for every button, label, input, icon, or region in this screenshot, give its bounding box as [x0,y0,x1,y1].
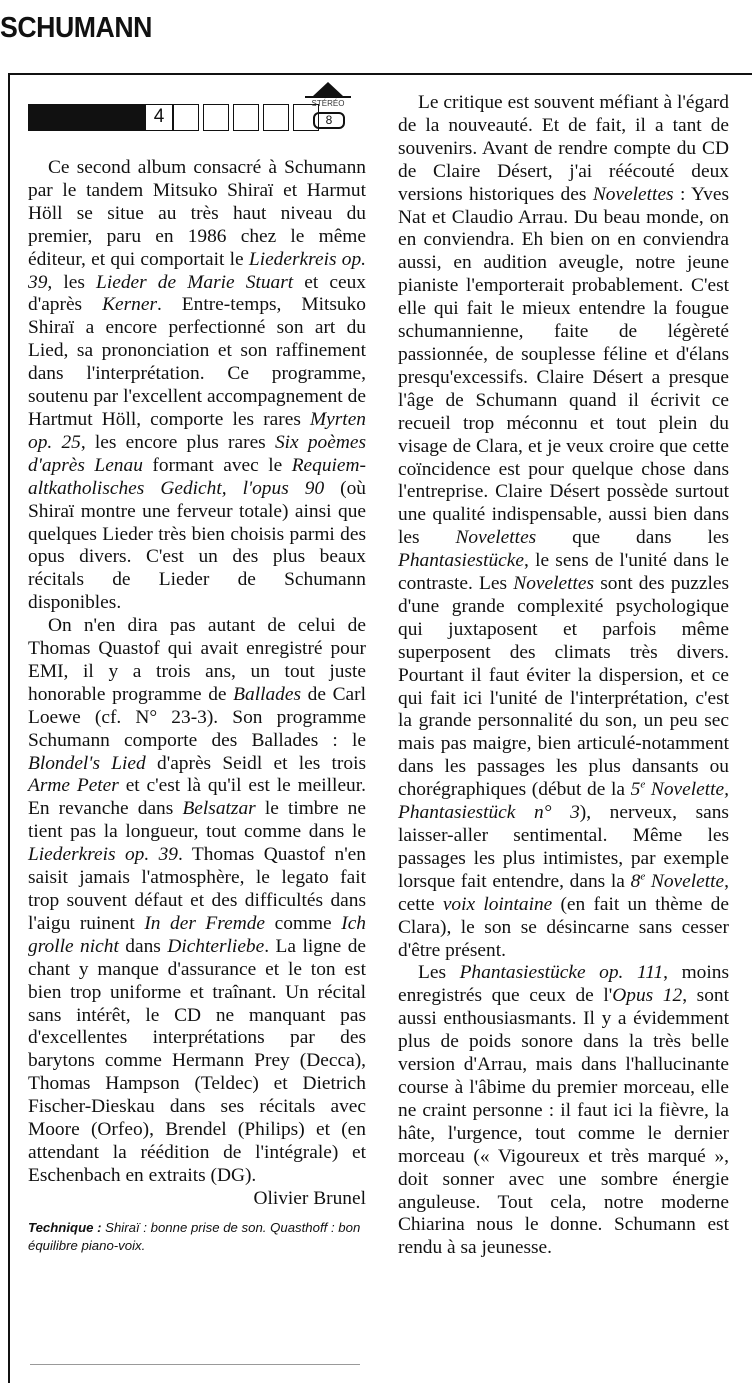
frame-left-rule [8,73,10,1383]
rating-empty-cell [263,104,289,131]
paragraph: Ce second album consacré à Schumann par le tandem Mitsuko Shiraï et Harmut Höll se situe au très haut niveau du premier, paru en 1986 chez le même éditeur, et qui comportait le Liederkreis op. 39, les Lieder de Marie Stuart et ceux d'après Kerner. Entre-temps, Mitsuko Shiraï a encore perfectionné son art du Lied, sa prononciation et son raffinement dans l'interprétation. Ce programme, soutenu par l'excellent accompagnement de Hartmut Höll, comporte les rares Myrten op. 25, les encore plus rares Six poèmes d'après Lenau formant avec le Requiem-altkatholisches Gedicht, l'opus 90 (où Shiraï montre une ferveur totale) ainsi que quelques Lieder très bien choisis parmi des opus divers. C'est un des plus beaux récitals de Lieder de Schumann disponibles. [28,157,367,614]
paragraph: Le critique est souvent méfiant à l'égard de la nouveauté. Et de fait, il a tant de souvenirs. Avant de rendre compte du CD de Claire Désert, j'ai réécouté deux versions historiques des Novelettes : Yves Nat et Claudio Arrau. Du beau monde, on en conviendra. Eh bien on en conviendra aussi, en audition aveugle, notre jeune pianiste l'emporterait probablement. C'est elle qui fait le mieux entendre la fougue schumannienne, faite de légèreté passionnée, de souplesse féline et d'élans presqu'excessifs. Claire Désert a presque l'âge de Schumann quand il écrivit ce recueil trop méconnu et tout plein du visage de Clara, et je veux croire que cette coïncidence est pour quelque chose dans l'entreprise. Claire Désert possède surtout une qualité indispensable, aussi bien dans les Novelettes que dans les Phantasiestücke, le sens de l'unité dans le contraste. Les Novelettes sont des puzzles d'une grande complexité psychologique qui juxtaposent et parfois même superposent des climats très divers. Pourtant il faut éviter la dispersion, et ce qui fait ici l'unité de l'interprétation, c'est la grande personnalité du son, un peu sec mais pas maigre, bien articulé-notamment dans les passages les plus dansants ou chorégraphiques (début de la 5e Novelette, Phantasiestück n° 3), nerveux, sans laisser-aller sentimental. Même les passages les plus intimistes, par exemple lorsque fait entendre, dans la 8e Novelette, cette voix lointaine (en fait un thème de Clara), le son se désincarne sans cesser d'être présent. [398,92,730,961]
author-signature: Olivier Brunel [253,1187,366,1209]
technique-note: Technique : Shiraï : bonne prise de son. Quasthoff : bon équilibre piano-voix. [28,1219,361,1253]
bottom-rule [30,1364,360,1365]
stereo-label: STÉRÉO [311,99,345,108]
rating-empty-cell [233,104,259,131]
page-heading: SCHUMANN [0,12,152,44]
paragraph: Les Phantasiestücke op. 111, moins enregistrés que ceux de l'Opus 12, sont aussi enthousiasmants. Il y a évidemment plus de poids sonore dans la très belle version d'Arrau, mais dans l'hallucinante course à l'âbime du premier morceau, elle ne craint personne : il faut ici la fièvre, la hâte, l'urgence, tout comme le dernier morceau (« Vigoureux et très marqué », doit sonner avec une sombre énergie anguleuse. Tout cela, notre moderne Chiarina nous le donne. Schumann est rendu à sa jeunesse. [398,962,729,1259]
rating-score: 4 [145,104,173,131]
rating-empty-cell [173,104,199,131]
right-column [398,92,729,1260]
rating-filled-bar [28,104,145,131]
paragraph: On n'en dira pas autant de celui de Thomas Quastof qui avait enregistré pour EMI, il y a trois ans, un tout juste honorable programme de Ballades de Carl Loewe (cf. N° 23-3). Son programme Schumann comporte des Ballades : le Blondel's Lied d'après Seidl et les trois Arme Peter et c'est là qu'il est le meilleur. En revanche dans Belsatzar le timbre ne tient pas la longueur, tout comme dans le Liederkreis op. 39. Thomas Quastof n'en saisit jamais l'atmosphère, le legato fait trop souvent défaut et des difficultés dans l'aigu ruinent In der Fremde comme Ich grolle nicht dans Dichterliebe. La ligne de chant y manque d'assurance et le ton est bien trop uniforme et traînant. Un récital sans intérêt, le CD ne manquant pas d'excellentes interprétations par des barytons comme Hermann Prey (Decca), Thomas Hampson (Teldec) et Dietrich Fischer-Dieskau dans ses récitals avec Moore (Orfeo), Brendel (Philips) et (en attendant la réédition de l'intégrale) et Eschenbach en extraits (DG). [28,615,367,1186]
stereo-number: 8 [313,112,345,129]
left-column [28,157,366,1255]
rating-empty-cell [203,104,229,131]
stereo-badge [303,82,353,134]
frame-top-rule [8,73,752,75]
